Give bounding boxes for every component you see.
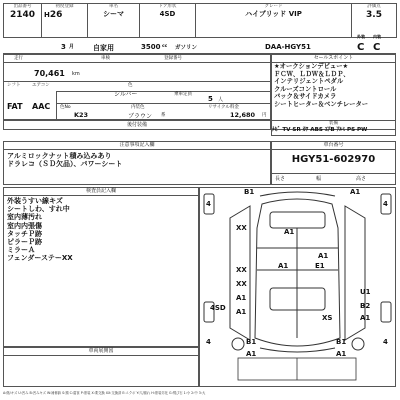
car-diagram: [199, 187, 396, 387]
after-options: 後付装備: [3, 120, 271, 130]
displacement: 3500: [141, 43, 161, 51]
year-cell: 初度登録 H26: [42, 4, 88, 38]
damage-mark: B1: [244, 188, 255, 196]
selling-line: クルーズコントロール: [274, 85, 337, 93]
inspector-line: タッチＰ跡: [7, 229, 42, 238]
selling-points: セールスポイント ★オークションデビュー★ ＦＣＷ、ＬＤＷ＆ＬＤＰ、 インテリジェントペダル クルーズコントロール バック＆サイドカメラ シートヒーター＆ベンチレーター: [271, 54, 396, 130]
lot-cell: 出品番号 2140: [4, 4, 42, 38]
damage-mark: A1: [278, 262, 289, 270]
score-value: 3.5: [366, 10, 382, 20]
grade-cell: グレード ハイブリッド VIP: [196, 4, 352, 38]
damage-mark: A1: [318, 252, 329, 260]
damage-mark: E1: [315, 262, 325, 270]
damage-mark: B1: [246, 338, 257, 346]
damage-mark: A1: [246, 350, 257, 358]
damage-mark: XX: [236, 280, 247, 288]
chassis-number: HGY51-602970: [291, 154, 376, 165]
header-table: [3, 3, 397, 38]
caution-line: ドラレコ（ＳＤ欠品）、パワーシート: [7, 160, 123, 169]
header-row2: 3 月 自家用 3500 cc ガソリン DAA-HGY51 外装 内装 C C: [61, 34, 381, 53]
damage-mark: B2: [360, 302, 371, 310]
shift-value: FAT: [7, 102, 23, 111]
damage-mark: XX: [236, 224, 247, 232]
name-cell: 車名 シーマ: [88, 4, 140, 38]
caution-block: 注意事項記入欄 アルミロックナット積み込みあり ドラレコ（ＳＤ欠品）、パワーシート: [3, 141, 271, 185]
damage-mark: A1: [336, 350, 347, 358]
legend: A:傷/キズ U:凹み B:凹みキズ W:補修跡 S:錆 C:腐食 P:塗装 X:要交換 XX:交換済 E:エクボ Y:穴/割れ H:塗装劣化 G:飛び石 1:小 2:中 3:大: [3, 391, 206, 395]
tire-rl: 4: [206, 338, 211, 346]
inspector-line: シートしわ、すれ中: [7, 205, 70, 214]
equipment: 装備 ﾅﾋﾞ TV SR ｶﾜ ABS ｴｱB ｱﾙﾐ PS PW: [271, 120, 396, 136]
selling-line: ★オークションデビュー★: [274, 63, 349, 70]
exterior-grade: C: [357, 42, 365, 53]
damage-mark: XX: [236, 266, 247, 274]
selling-line: シートヒーター＆ベンチレーター: [274, 100, 369, 108]
equipment-list: ﾅﾋﾞ TV SR ｶﾜ ABS ｴｱB ｱﾙﾐ PS PW: [272, 127, 368, 133]
mileage-value: 70,461: [34, 69, 65, 78]
damage-mark: A1: [284, 228, 295, 236]
ac-value: AAC: [32, 102, 51, 111]
color-value: シルバー: [114, 91, 138, 98]
selling-line: ＦＣＷ、ＬＤＷ＆ＬＤＰ、: [274, 70, 350, 78]
damage-mark: A1: [236, 294, 247, 302]
score-cell: 評価点 3.5: [352, 4, 397, 38]
damage-mark: A1: [360, 314, 371, 322]
grade-value: ハイブリッド VIP: [245, 10, 302, 18]
color-code: K23: [74, 111, 89, 119]
model-code: DAA-HGY51: [265, 43, 311, 51]
car-outline: [200, 188, 395, 386]
doors-cell: ドア形状 4SD: [140, 4, 196, 38]
recycle-fee: 12,680: [230, 111, 256, 119]
damage-mark: XS: [322, 314, 333, 322]
details-block: 走行 車検 登録番号 70,461 km シフト エアコン 色 シルバー FAT AAC 乗車定員 5 人 色No 内装色 リサイクル料金 K23 ブラウン 系 12,680 円: [3, 54, 271, 120]
damage-mark: A1: [236, 308, 247, 316]
fuel-type: ガソリン: [175, 45, 198, 51]
use-type: 自家用: [93, 44, 114, 52]
inspector-line: ピラーＰ跡: [7, 238, 42, 247]
door-type: 4SD: [159, 10, 176, 18]
damage-mark: A1: [350, 188, 361, 196]
inspector-line: 外装うすい線キズ: [7, 197, 63, 205]
notes-block: 車両展開図: [3, 347, 199, 387]
door-label: 4SD: [210, 304, 226, 312]
damage-mark: U1: [360, 288, 371, 296]
inspector-line: 室内薄汚れ: [7, 213, 42, 222]
car-name: シーマ: [103, 10, 124, 18]
auction-sheet: [3, 3, 396, 397]
interior-grade: C: [373, 42, 381, 53]
inspector-line: ミラーＡ: [7, 246, 35, 255]
inspector-line: フェンダーステーXX: [7, 254, 73, 263]
chassis-block: 車台番号 HGY51-602970 長さ 幅 高さ: [271, 141, 396, 185]
inspector-line: 室内内張傷: [7, 221, 42, 230]
lot-number: 2140: [9, 10, 36, 20]
interior-color: ブラウン: [128, 113, 153, 120]
selling-line: バック＆サイドカメラ: [274, 93, 337, 101]
inspector-block: 検査員記入欄 外装うすい線キズ シートしわ、すれ中 室内薄汚れ 室内内張傷 タッチＰ跡 ピラーＰ跡 ミラーＡ フェンダーステーXX: [3, 187, 199, 347]
tire-fr: 4: [383, 200, 388, 208]
tire-rr: 4: [383, 338, 388, 346]
selling-line: インテリジェントペダル: [274, 78, 344, 86]
caution-line: アルミロックナット積み込みあり: [7, 152, 112, 160]
year-value: 26: [49, 10, 63, 20]
seat-value: 5: [208, 95, 213, 103]
tire-fl: 4: [206, 200, 211, 208]
damage-mark: B1: [336, 338, 347, 346]
